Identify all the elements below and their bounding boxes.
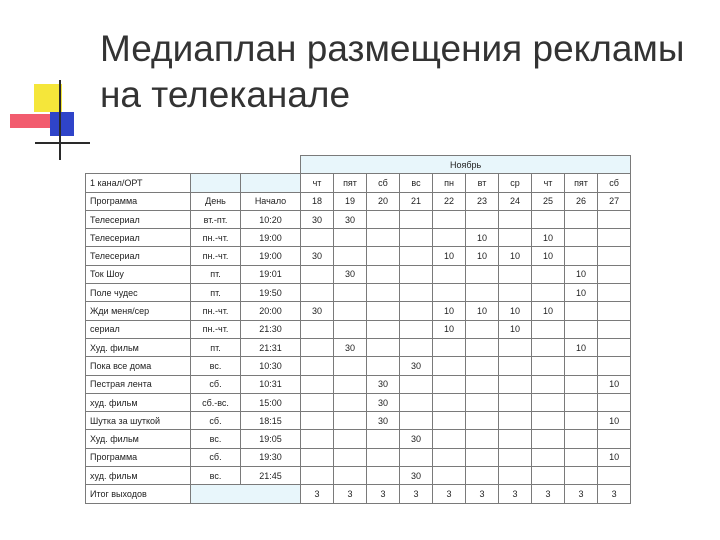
- placement-cell: 30: [367, 375, 400, 393]
- placement-cell: [301, 357, 334, 375]
- placement-cell: [334, 284, 367, 302]
- date-cell: 21: [400, 192, 433, 210]
- date-cell: 19: [334, 192, 367, 210]
- total-cell: 3: [565, 485, 598, 503]
- placement-cell: 10: [532, 229, 565, 247]
- table-row: [86, 357, 631, 375]
- channel-label: 1 канал/ОРТ: [86, 174, 191, 192]
- date-cell: 18: [301, 192, 334, 210]
- table-row: [86, 448, 631, 466]
- placement-cell: [565, 302, 598, 320]
- placement-cell: [400, 265, 433, 283]
- placement-cell: 10: [532, 247, 565, 265]
- placement-cell: [532, 467, 565, 485]
- program-name: Пестрая лента: [86, 375, 191, 393]
- weekday-cell: вт: [466, 174, 499, 192]
- placement-cell: [598, 393, 631, 411]
- placement-cell: [334, 393, 367, 411]
- weekday-spacer-start: [241, 174, 301, 192]
- placement-cell: [400, 284, 433, 302]
- placement-cell: 10: [499, 247, 532, 265]
- placement-cell: [598, 338, 631, 356]
- placement-cell: 10: [598, 448, 631, 466]
- placement-cell: [532, 320, 565, 338]
- placement-cell: 30: [334, 338, 367, 356]
- weekday-cell: сб: [367, 174, 400, 192]
- placement-cell: [499, 448, 532, 466]
- month-header: Ноябрь: [301, 156, 631, 174]
- program-start: 18:15: [241, 412, 301, 430]
- program-name: Телесериал: [86, 247, 191, 265]
- placement-cell: 10: [532, 302, 565, 320]
- placement-cell: [598, 229, 631, 247]
- placement-cell: [367, 448, 400, 466]
- program-day: вс.: [191, 430, 241, 448]
- program-name: Телесериал: [86, 210, 191, 228]
- month-row: [86, 156, 631, 174]
- table-row: [86, 393, 631, 411]
- placement-cell: [466, 393, 499, 411]
- placement-cell: [499, 412, 532, 430]
- placement-cell: [532, 412, 565, 430]
- placement-cell: [565, 430, 598, 448]
- program-day: пн.-чт.: [191, 247, 241, 265]
- placement-cell: [367, 357, 400, 375]
- placement-cell: [466, 412, 499, 430]
- placement-cell: [367, 265, 400, 283]
- placement-cell: [466, 357, 499, 375]
- table-row: [86, 430, 631, 448]
- table-row: [86, 302, 631, 320]
- program-name: Поле чудес: [86, 284, 191, 302]
- decor-horizontal-line: [35, 142, 90, 144]
- placement-cell: [367, 430, 400, 448]
- weekday-spacer-day: [191, 174, 241, 192]
- program-start: 19:00: [241, 247, 301, 265]
- total-cell: 3: [532, 485, 565, 503]
- program-start: 21:30: [241, 320, 301, 338]
- total-cell: 3: [433, 485, 466, 503]
- placement-cell: 30: [301, 247, 334, 265]
- table-row: [86, 284, 631, 302]
- placement-cell: [466, 284, 499, 302]
- total-cell: 3: [499, 485, 532, 503]
- table-row: [86, 210, 631, 228]
- placement-cell: [499, 229, 532, 247]
- placement-cell: [598, 320, 631, 338]
- placement-cell: 10: [466, 229, 499, 247]
- placement-cell: [532, 210, 565, 228]
- placement-cell: [565, 247, 598, 265]
- placement-cell: [433, 357, 466, 375]
- total-cell: 3: [301, 485, 334, 503]
- program-start: 21:31: [241, 338, 301, 356]
- placement-cell: [367, 284, 400, 302]
- placement-cell: [301, 265, 334, 283]
- placement-cell: [400, 412, 433, 430]
- program-name: Шутка за шуткой: [86, 412, 191, 430]
- placement-cell: [565, 375, 598, 393]
- total-cell: 3: [466, 485, 499, 503]
- placement-cell: [301, 320, 334, 338]
- placement-cell: [598, 467, 631, 485]
- placement-cell: [400, 229, 433, 247]
- program-start: 19:50: [241, 284, 301, 302]
- placement-cell: [466, 375, 499, 393]
- placement-cell: [334, 320, 367, 338]
- program-name: худ. фильм: [86, 467, 191, 485]
- placement-cell: [301, 393, 334, 411]
- program-day: вс.: [191, 357, 241, 375]
- table-row: [86, 467, 631, 485]
- total-row: [86, 485, 631, 503]
- media-plan-table: [85, 155, 631, 504]
- placement-cell: [499, 467, 532, 485]
- placement-cell: [433, 338, 466, 356]
- column-header-row: [86, 192, 631, 210]
- placement-cell: [565, 210, 598, 228]
- placement-cell: 10: [466, 302, 499, 320]
- placement-cell: [532, 265, 565, 283]
- placement-cell: [532, 357, 565, 375]
- placement-cell: [367, 338, 400, 356]
- placement-cell: [499, 357, 532, 375]
- placement-cell: [334, 375, 367, 393]
- table-row: [86, 265, 631, 283]
- program-name: Программа: [86, 448, 191, 466]
- table-row: [86, 338, 631, 356]
- placement-cell: [400, 302, 433, 320]
- total-cell: 3: [334, 485, 367, 503]
- program-day: сб.-вс.: [191, 393, 241, 411]
- weekday-row: [86, 174, 631, 192]
- program-name: Пока все дома: [86, 357, 191, 375]
- placement-cell: [367, 229, 400, 247]
- weekday-cell: пят: [565, 174, 598, 192]
- column-header-start: Начало: [241, 192, 301, 210]
- program-start: 21:45: [241, 467, 301, 485]
- table-row: [86, 412, 631, 430]
- total-cell: 3: [598, 485, 631, 503]
- column-header-day: День: [191, 192, 241, 210]
- placement-cell: [334, 229, 367, 247]
- placement-cell: [466, 265, 499, 283]
- placement-cell: [466, 448, 499, 466]
- placement-cell: [499, 284, 532, 302]
- placement-cell: [499, 393, 532, 411]
- weekday-cell: чт: [532, 174, 565, 192]
- weekday-cell: пн: [433, 174, 466, 192]
- program-day: вс.: [191, 467, 241, 485]
- placement-cell: [433, 284, 466, 302]
- placement-cell: 30: [367, 393, 400, 411]
- placement-cell: [466, 338, 499, 356]
- placement-cell: 30: [400, 430, 433, 448]
- placement-cell: [334, 467, 367, 485]
- placement-cell: [499, 375, 532, 393]
- program-day: пн.-чт.: [191, 302, 241, 320]
- program-start: 10:31: [241, 375, 301, 393]
- placement-cell: [334, 430, 367, 448]
- placement-cell: [532, 430, 565, 448]
- placement-cell: [400, 393, 433, 411]
- placement-cell: [367, 320, 400, 338]
- table-row: [86, 247, 631, 265]
- weekday-cell: ср: [499, 174, 532, 192]
- placement-cell: [367, 302, 400, 320]
- placement-cell: 10: [598, 375, 631, 393]
- placement-cell: [565, 357, 598, 375]
- date-cell: 20: [367, 192, 400, 210]
- placement-cell: [598, 302, 631, 320]
- program-day: сб.: [191, 375, 241, 393]
- program-day: пт.: [191, 284, 241, 302]
- program-name: Телесериал: [86, 229, 191, 247]
- placement-cell: [367, 247, 400, 265]
- program-start: 10:20: [241, 210, 301, 228]
- placement-cell: [433, 393, 466, 411]
- program-day: сб.: [191, 448, 241, 466]
- program-start: 15:00: [241, 393, 301, 411]
- placement-cell: [400, 375, 433, 393]
- placement-cell: [598, 430, 631, 448]
- placement-cell: [532, 375, 565, 393]
- placement-cell: [301, 448, 334, 466]
- weekday-cell: чт: [301, 174, 334, 192]
- placement-cell: [301, 412, 334, 430]
- weekday-cell: пят: [334, 174, 367, 192]
- decor-vertical-line: [59, 80, 61, 160]
- placement-cell: [532, 448, 565, 466]
- placement-cell: [598, 247, 631, 265]
- placement-cell: 30: [400, 467, 433, 485]
- table-row: [86, 375, 631, 393]
- placement-cell: [466, 320, 499, 338]
- program-day: пн.-чт.: [191, 229, 241, 247]
- placement-cell: [532, 393, 565, 411]
- program-name: сериал: [86, 320, 191, 338]
- placement-cell: [433, 412, 466, 430]
- placement-cell: [466, 430, 499, 448]
- placement-cell: [499, 430, 532, 448]
- slide-title: Медиаплан размещения рекламы на телеканале: [100, 28, 685, 115]
- placement-cell: 30: [367, 412, 400, 430]
- placement-cell: [400, 210, 433, 228]
- placement-cell: [334, 357, 367, 375]
- program-start: 20:00: [241, 302, 301, 320]
- date-cell: 25: [532, 192, 565, 210]
- date-cell: 22: [433, 192, 466, 210]
- placement-cell: 10: [433, 302, 466, 320]
- placement-cell: [466, 210, 499, 228]
- placement-cell: [367, 210, 400, 228]
- program-name: Ток Шоу: [86, 265, 191, 283]
- placement-cell: [598, 210, 631, 228]
- placement-cell: [433, 210, 466, 228]
- program-name: Худ. фильм: [86, 430, 191, 448]
- total-cell: 3: [400, 485, 433, 503]
- placement-cell: 10: [433, 247, 466, 265]
- program-name: Худ. фильм: [86, 338, 191, 356]
- placement-cell: [400, 448, 433, 466]
- total-cell: 3: [367, 485, 400, 503]
- placement-cell: [433, 448, 466, 466]
- placement-cell: 10: [565, 338, 598, 356]
- placement-cell: [499, 338, 532, 356]
- placement-cell: [400, 338, 433, 356]
- program-day: пт.: [191, 338, 241, 356]
- placement-cell: [301, 467, 334, 485]
- placement-cell: [301, 229, 334, 247]
- placement-cell: [334, 412, 367, 430]
- placement-cell: [532, 284, 565, 302]
- placement-cell: [301, 284, 334, 302]
- placement-cell: [334, 302, 367, 320]
- placement-cell: [565, 467, 598, 485]
- month-spacer: [86, 156, 301, 174]
- program-start: 10:30: [241, 357, 301, 375]
- program-day: пт.: [191, 265, 241, 283]
- decor-red-bar: [10, 114, 52, 128]
- placement-cell: 30: [334, 265, 367, 283]
- placement-cell: [466, 467, 499, 485]
- program-day: сб.: [191, 412, 241, 430]
- program-day: пн.-чт.: [191, 320, 241, 338]
- program-start: 19:01: [241, 265, 301, 283]
- date-cell: 23: [466, 192, 499, 210]
- weekday-cell: сб: [598, 174, 631, 192]
- program-start: 19:30: [241, 448, 301, 466]
- placement-cell: [598, 357, 631, 375]
- placement-cell: [334, 247, 367, 265]
- placement-cell: [301, 430, 334, 448]
- weekday-cell: вс: [400, 174, 433, 192]
- placement-cell: [499, 210, 532, 228]
- decor-blue-square: [50, 112, 74, 136]
- placement-cell: [301, 338, 334, 356]
- placement-cell: 10: [499, 320, 532, 338]
- decor-yellow-square: [34, 84, 62, 112]
- placement-cell: [565, 229, 598, 247]
- placement-cell: [433, 375, 466, 393]
- placement-cell: 30: [301, 210, 334, 228]
- placement-cell: [565, 412, 598, 430]
- placement-cell: 30: [334, 210, 367, 228]
- date-cell: 24: [499, 192, 532, 210]
- total-label: Итог выходов: [86, 485, 191, 503]
- placement-cell: 10: [499, 302, 532, 320]
- placement-cell: [400, 320, 433, 338]
- placement-cell: 10: [565, 284, 598, 302]
- date-cell: 26: [565, 192, 598, 210]
- program-start: 19:05: [241, 430, 301, 448]
- program-name: Жди меня/сер: [86, 302, 191, 320]
- placement-cell: [565, 393, 598, 411]
- program-start: 19:00: [241, 229, 301, 247]
- table-row: [86, 320, 631, 338]
- table-row: [86, 229, 631, 247]
- placement-cell: [598, 265, 631, 283]
- placement-cell: 10: [433, 320, 466, 338]
- placement-cell: 10: [466, 247, 499, 265]
- placement-cell: [334, 448, 367, 466]
- placement-cell: 10: [598, 412, 631, 430]
- placement-cell: 10: [565, 265, 598, 283]
- placement-cell: 30: [400, 357, 433, 375]
- total-spacer: [191, 485, 301, 503]
- column-header-program: Программа: [86, 192, 191, 210]
- placement-cell: [433, 265, 466, 283]
- placement-cell: [367, 467, 400, 485]
- placement-cell: [532, 338, 565, 356]
- placement-cell: [400, 247, 433, 265]
- placement-cell: [433, 430, 466, 448]
- placement-cell: [301, 375, 334, 393]
- date-cell: 27: [598, 192, 631, 210]
- placement-cell: [499, 265, 532, 283]
- placement-cell: [565, 320, 598, 338]
- program-name: худ. фильм: [86, 393, 191, 411]
- placement-cell: [433, 467, 466, 485]
- placement-cell: [598, 284, 631, 302]
- placement-cell: [565, 448, 598, 466]
- program-day: вт.-пт.: [191, 210, 241, 228]
- placement-cell: 30: [301, 302, 334, 320]
- placement-cell: [433, 229, 466, 247]
